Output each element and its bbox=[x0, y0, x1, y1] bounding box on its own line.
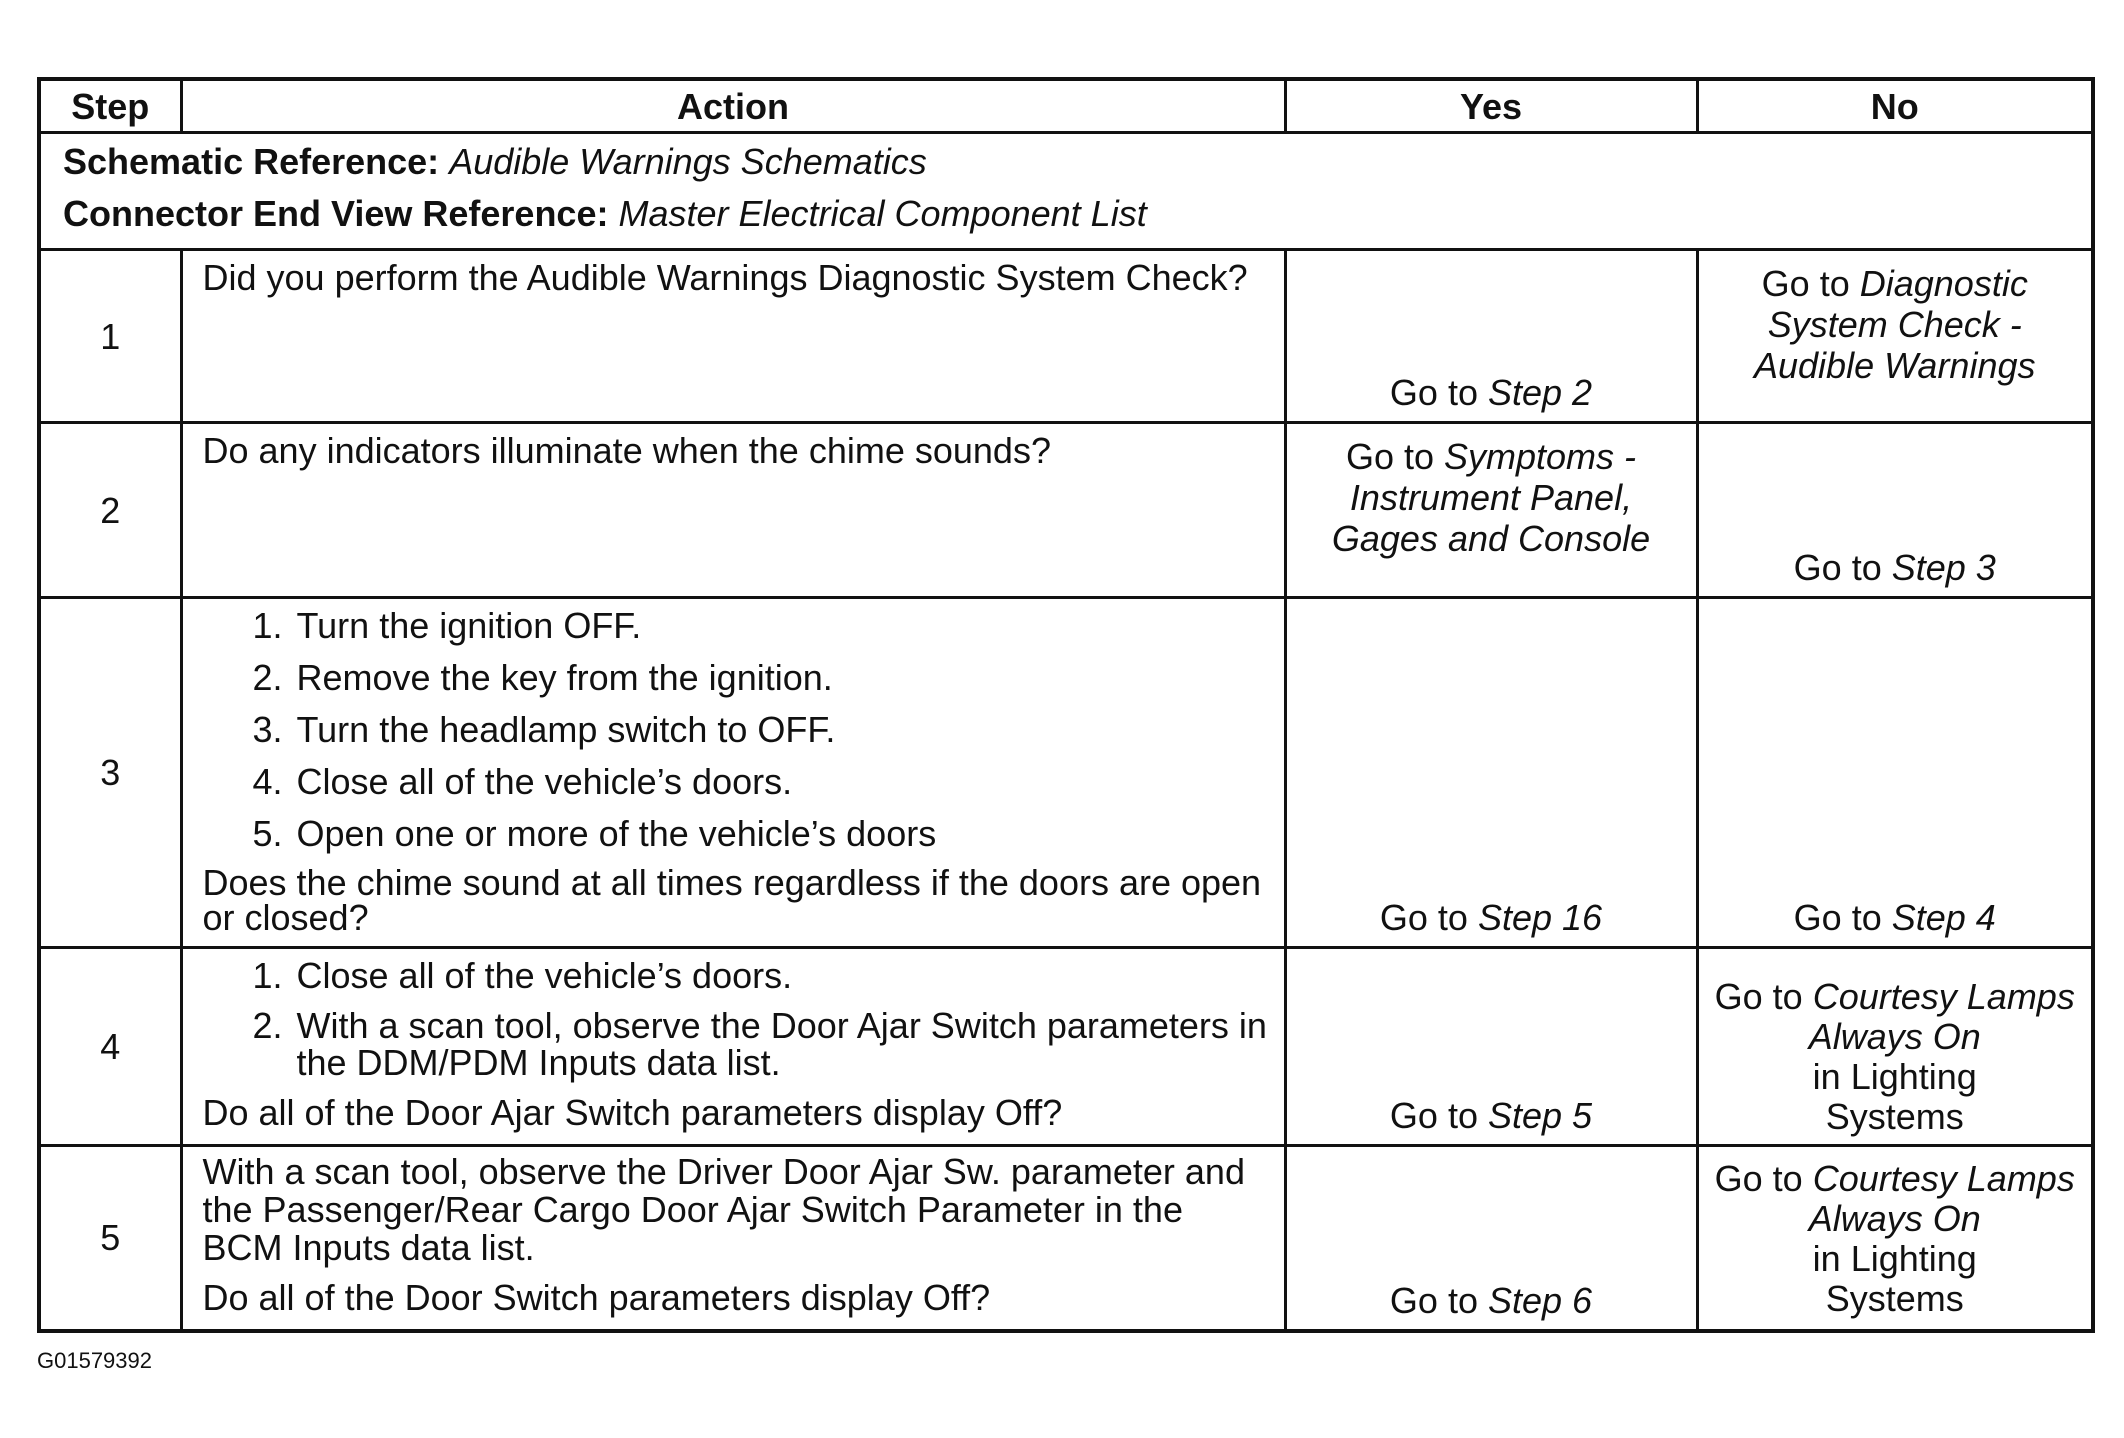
action-cell bbox=[181, 250, 1285, 423]
step-row bbox=[39, 598, 2093, 948]
action-step-item bbox=[203, 813, 1268, 854]
no-cell bbox=[1697, 250, 2093, 423]
yes-cell bbox=[1285, 598, 1697, 948]
action-step-number: 4. bbox=[252, 761, 283, 802]
action-step-item bbox=[203, 1007, 1268, 1081]
no-answer bbox=[1699, 949, 2092, 1143]
action-step-text: Turn the ignition OFF. bbox=[296, 605, 642, 646]
yes-cell bbox=[1285, 423, 1697, 598]
action-cell bbox=[181, 948, 1285, 1146]
header-step: Step bbox=[39, 79, 181, 133]
no-prefix: Go to bbox=[1793, 547, 1892, 588]
yes-prefix: Go to bbox=[1389, 372, 1488, 413]
no-suffix: in Lighting Systems bbox=[1812, 1238, 1977, 1319]
no-link[interactable]: Step 3 bbox=[1891, 547, 1996, 588]
action-step-text: Close all of the vehicle’s doors. bbox=[296, 761, 793, 802]
yes-link[interactable]: Step 6 bbox=[1487, 1279, 1593, 1321]
yes-cell bbox=[1285, 1146, 1697, 1331]
header-no: No bbox=[1697, 79, 2093, 133]
no-link[interactable]: Courtesy Lamps Always On bbox=[1808, 976, 2075, 1057]
step-number: 2 bbox=[39, 423, 181, 598]
schematic-reference-link[interactable]: Audible Warnings Schematics bbox=[449, 141, 927, 182]
action-question: Do all of the Door Ajar Switch parameters display Off? bbox=[202, 1092, 1063, 1133]
no-cell bbox=[1697, 598, 2093, 948]
figure-id: G01579392 bbox=[37, 1348, 152, 1373]
action-step-number: 5. bbox=[252, 813, 283, 854]
action-step-item bbox=[203, 657, 1268, 698]
no-suffix: in Lighting Systems bbox=[1812, 1056, 1977, 1137]
action-step-item bbox=[203, 955, 1268, 996]
action-step-item bbox=[203, 761, 1268, 802]
header-action: Action bbox=[181, 79, 1285, 133]
no-prefix: Go to bbox=[1793, 897, 1892, 938]
yes-prefix: Go to bbox=[1389, 1279, 1488, 1321]
action-step-number: 2. bbox=[252, 1005, 283, 1046]
schematic-reference-label: Schematic Reference: bbox=[63, 141, 440, 182]
action-steps-list bbox=[203, 605, 1268, 854]
action-text: With a scan tool, observe the Driver Door Ajar Sw. parameter and the Passenger/Rear Cargo Door Ajar Switch Parameter in the BCM Inputs data list. bbox=[202, 1151, 1245, 1268]
reference-row bbox=[39, 133, 2093, 250]
action-step-text: Turn the headlamp switch to OFF. bbox=[296, 709, 836, 750]
yes-prefix: Go to bbox=[1345, 436, 1445, 477]
step-row bbox=[39, 948, 2093, 1146]
header-yes: Yes bbox=[1285, 79, 1697, 133]
yes-answer bbox=[1287, 424, 1696, 559]
step-number: 3 bbox=[39, 598, 181, 948]
no-link[interactable]: Diagnostic System Check - Audible Warnings bbox=[1754, 263, 2036, 386]
diagnostic-table bbox=[37, 77, 2095, 1333]
yes-answer bbox=[1287, 1280, 1696, 1321]
no-cell bbox=[1697, 423, 2093, 598]
action-steps-list bbox=[203, 955, 1268, 1081]
no-answer bbox=[1699, 1147, 2092, 1325]
yes-link[interactable]: Step 16 bbox=[1477, 897, 1603, 938]
step-number: 5 bbox=[39, 1146, 181, 1331]
yes-link[interactable]: Symptoms - Instrument Panel, Gages and Console bbox=[1331, 436, 1651, 559]
no-prefix: Go to bbox=[1714, 976, 1813, 1017]
step-number: 1 bbox=[39, 250, 181, 423]
step-row bbox=[39, 423, 2093, 598]
action-cell bbox=[181, 1146, 1285, 1331]
no-cell bbox=[1697, 1146, 2093, 1331]
step-row bbox=[39, 250, 2093, 423]
action-cell bbox=[181, 598, 1285, 948]
yes-link[interactable]: Step 2 bbox=[1487, 372, 1593, 413]
no-link[interactable]: Courtesy Lamps Always On bbox=[1808, 1158, 2075, 1239]
connector-reference bbox=[63, 188, 2069, 240]
no-answer bbox=[1699, 897, 2092, 938]
action-step-number: 2. bbox=[252, 657, 283, 698]
action-question: Does the chime sound at all times regardless if the doors are open or closed? bbox=[202, 862, 1262, 938]
action-text: Do any indicators illuminate when the chime sounds? bbox=[202, 430, 1051, 471]
action-step-item bbox=[203, 605, 1268, 646]
no-link[interactable]: Step 4 bbox=[1891, 897, 1996, 938]
action-text: Did you perform the Audible Warnings Diagnostic System Check? bbox=[202, 257, 1248, 298]
step-row bbox=[39, 1146, 2093, 1331]
connector-reference-label: Connector End View Reference: bbox=[63, 193, 609, 234]
yes-cell bbox=[1285, 948, 1697, 1146]
reference-cell bbox=[39, 133, 2093, 250]
yes-cell bbox=[1285, 250, 1697, 423]
step-number: 4 bbox=[39, 948, 181, 1146]
header-row bbox=[39, 79, 2093, 133]
yes-answer bbox=[1287, 372, 1696, 413]
action-cell bbox=[181, 423, 1285, 598]
yes-prefix: Go to bbox=[1379, 897, 1478, 938]
diagnostic-table-container bbox=[37, 77, 2091, 1333]
yes-prefix: Go to bbox=[1389, 1095, 1488, 1136]
action-step-text: Open one or more of the vehicle’s doors bbox=[296, 813, 937, 854]
action-step-number: 3. bbox=[252, 709, 283, 750]
no-cell bbox=[1697, 948, 2093, 1146]
action-step-number: 1. bbox=[252, 955, 283, 996]
no-prefix: Go to bbox=[1761, 263, 1860, 304]
action-step-number: 1. bbox=[252, 605, 283, 646]
no-answer bbox=[1699, 547, 2092, 588]
no-prefix: Go to bbox=[1714, 1158, 1813, 1199]
action-step-text: Remove the key from the ignition. bbox=[296, 657, 833, 698]
connector-reference-link[interactable]: Master Electrical Component List bbox=[618, 193, 1147, 234]
yes-answer bbox=[1287, 1095, 1696, 1136]
action-step-text: Close all of the vehicle’s doors. bbox=[296, 955, 793, 996]
yes-answer bbox=[1287, 897, 1696, 938]
schematic-reference bbox=[63, 136, 2069, 188]
action-step-item bbox=[203, 709, 1268, 750]
action-step-text: With a scan tool, observe the Door Ajar Switch parameters in the DDM/PDM Inputs data list. bbox=[296, 1005, 1267, 1083]
action-question: Do all of the Door Switch parameters display Off? bbox=[202, 1277, 991, 1318]
yes-link[interactable]: Step 5 bbox=[1487, 1095, 1593, 1136]
no-answer bbox=[1699, 251, 2092, 386]
